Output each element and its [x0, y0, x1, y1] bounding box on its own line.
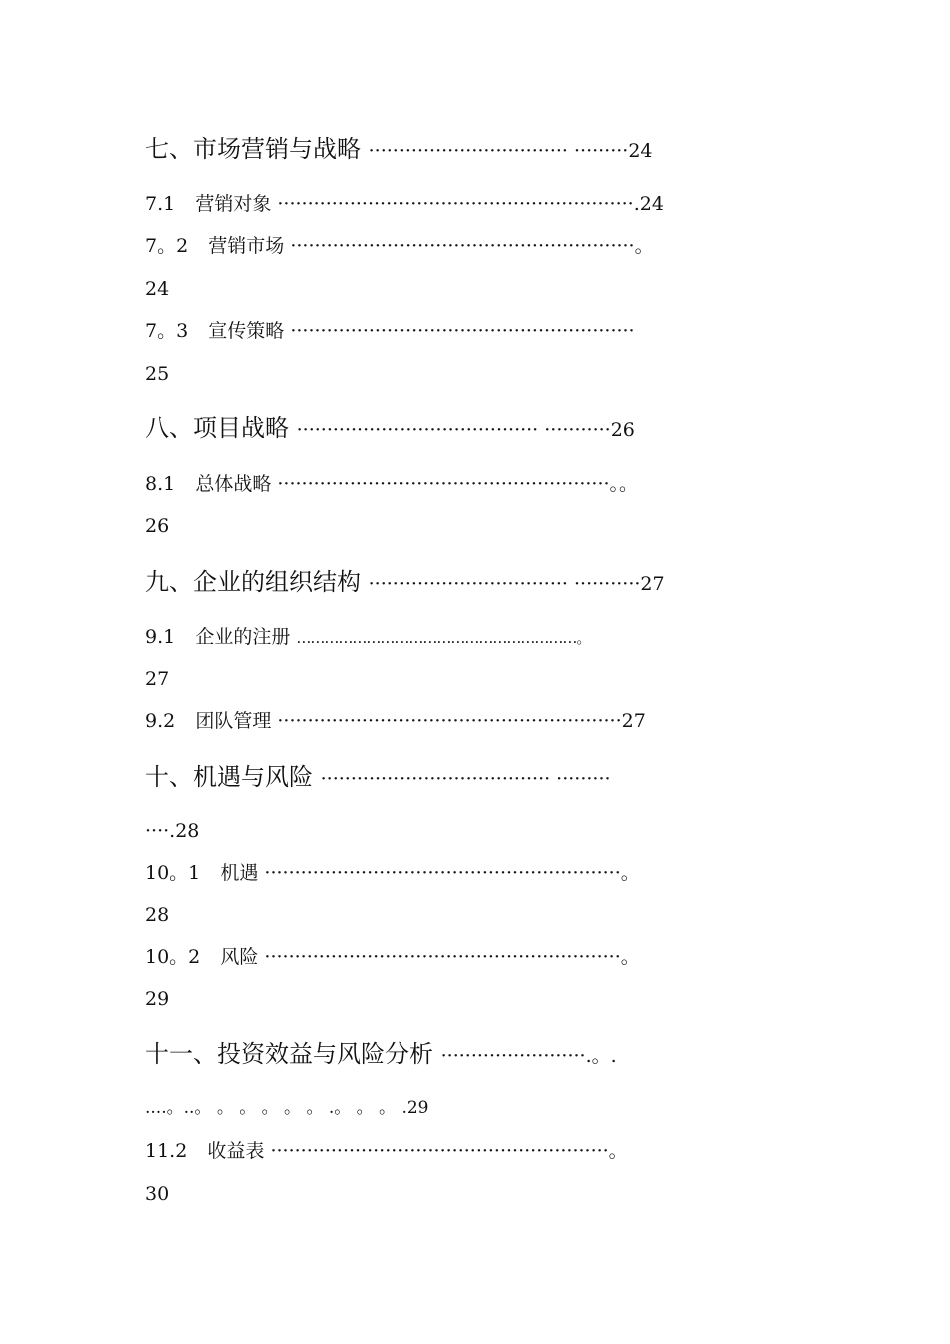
toc-page-number: 30	[145, 1183, 170, 1205]
toc-title: 七、市场营销与战略	[145, 135, 361, 163]
toc-entry-ch8[interactable]	[145, 416, 635, 440]
toc-entry-ch9[interactable]	[145, 570, 665, 594]
toc-page-number: 29	[145, 988, 170, 1010]
toc-title: 九、企业的组织结构	[145, 568, 361, 596]
toc-entry-ch11[interactable]	[145, 1042, 617, 1066]
toc-title: 宣传策略	[208, 320, 285, 342]
toc-number: 10。2	[145, 946, 201, 968]
toc-leader: ························.。.	[440, 1045, 617, 1067]
toc-title: 总体战略	[195, 473, 272, 495]
toc-leader: ································· ·········24	[368, 140, 653, 162]
toc-number: 9.1	[145, 626, 176, 648]
toc-title: 企业的注册	[195, 626, 291, 648]
toc-entry-7-1[interactable]	[145, 195, 664, 214]
toc-number: 9.2	[145, 710, 176, 732]
toc-leader: ···························································.24	[277, 193, 664, 215]
toc-leader: ···························································。	[264, 862, 640, 884]
toc-title: 营销对象	[195, 193, 272, 215]
toc-entry-9-2[interactable]	[145, 712, 646, 731]
toc-entry-ch7[interactable]	[145, 137, 653, 161]
toc-entry-ch10[interactable]	[145, 765, 611, 789]
toc-entry-7-3[interactable]	[145, 322, 635, 341]
toc-leader: ·························································27	[277, 710, 646, 732]
toc-title: 收益表	[207, 1140, 265, 1162]
toc-number: 11.2	[145, 1140, 188, 1162]
toc-page-number: ····.28	[145, 820, 200, 842]
toc-number: 7。3	[145, 320, 189, 342]
toc-title: 八、项目战略	[145, 414, 289, 442]
toc-page-number: 26	[145, 515, 170, 537]
toc-leader: ···························································。	[264, 946, 640, 968]
toc-title: 十、机遇与风险	[145, 763, 313, 791]
toc-page-number: 27	[145, 668, 170, 690]
toc-leader: ································· ···········27	[368, 573, 665, 595]
toc-leader: ·························································	[290, 320, 635, 342]
toc-entry-7-2[interactable]	[145, 237, 654, 256]
toc-page-number: 28	[145, 904, 170, 926]
toc-entry-10-2[interactable]	[145, 948, 640, 967]
toc-leader: ········································ ···········26	[296, 419, 635, 441]
toc-entry-9-1[interactable]	[145, 628, 590, 647]
toc-number: 7.1	[145, 193, 176, 215]
toc-number: 7。2	[145, 235, 189, 257]
toc-entry-8-1[interactable]	[145, 475, 638, 494]
toc-title: 团队管理	[195, 710, 272, 732]
toc-leader: ······································ ·········	[320, 768, 611, 790]
toc-leader: ·························································。	[290, 235, 654, 257]
toc-page-number: 25	[145, 363, 170, 385]
toc-entry-11-2[interactable]	[145, 1142, 628, 1161]
toc-number: 10。1	[145, 862, 201, 884]
toc-page-number: ....。..。 。 。 。 。 。 .。 。 。 .29	[145, 1098, 429, 1118]
toc-title: 风险	[220, 946, 259, 968]
toc-title: 十一、投资效益与风险分析	[145, 1040, 433, 1068]
toc-page-number: 24	[145, 278, 170, 300]
toc-leader: ·······················································。。	[277, 473, 639, 495]
toc-title: 营销市场	[208, 235, 285, 257]
toc-leader: ························································。	[270, 1140, 628, 1162]
toc-number: 8.1	[145, 473, 176, 495]
toc-title: 机遇	[220, 862, 259, 884]
toc-leader: ……………………………………………………。	[296, 629, 591, 647]
toc-entry-10-1[interactable]	[145, 864, 640, 883]
